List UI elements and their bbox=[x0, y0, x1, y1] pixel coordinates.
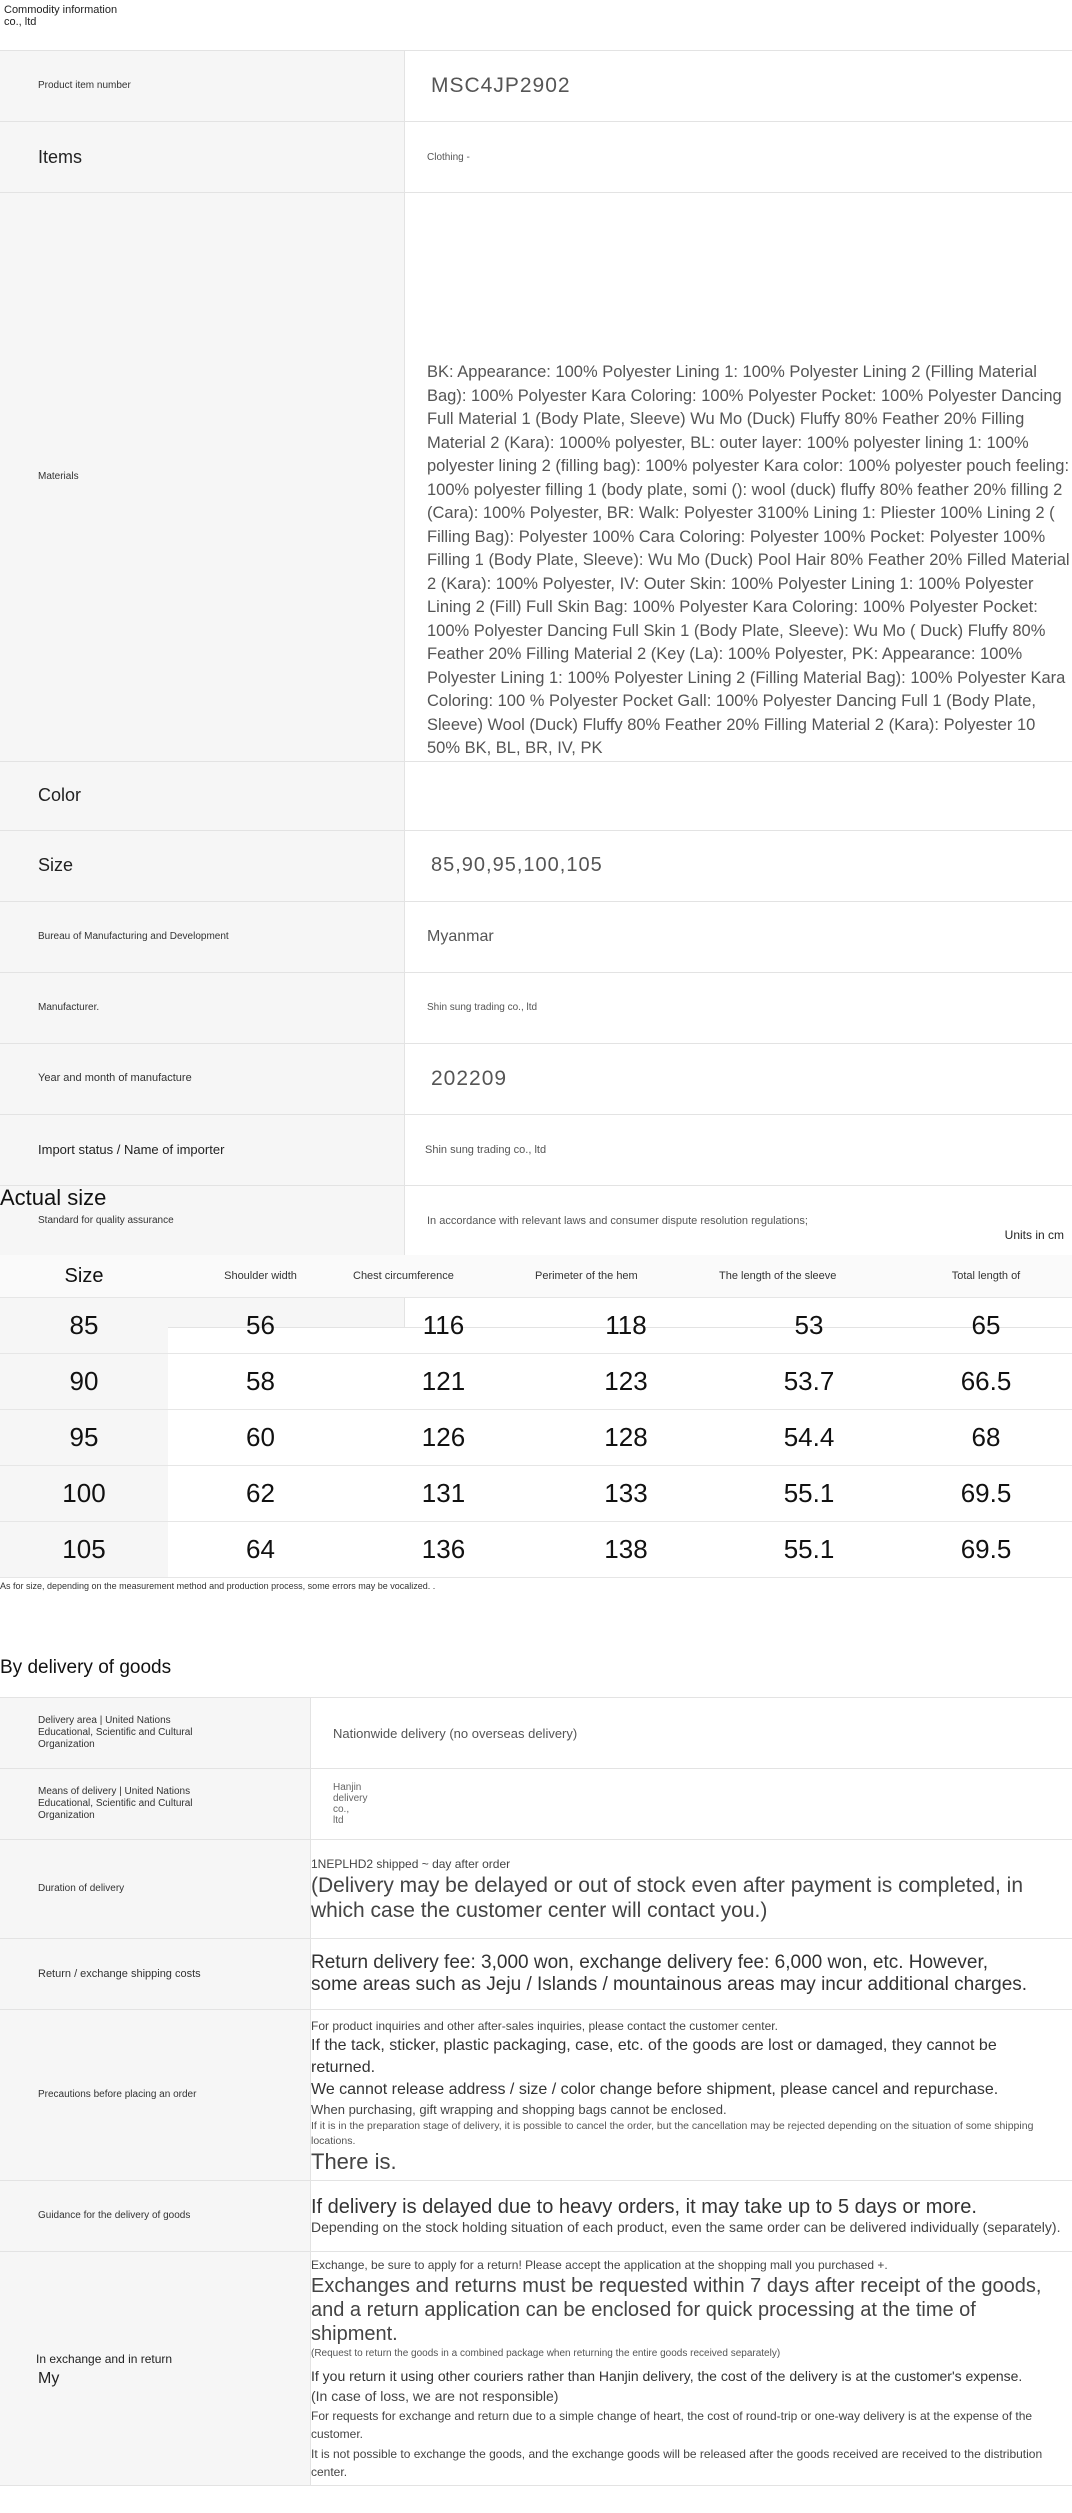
info-row-items bbox=[0, 122, 1072, 193]
info-label: Import status / Name of importer bbox=[0, 1114, 405, 1185]
info-label: Year and month of manufacture bbox=[0, 1043, 405, 1114]
measurement-cell: 126 bbox=[353, 1410, 534, 1466]
delivery-label: Delivery area | United Nations Educational, Scientific and Cultural Organization bbox=[0, 1698, 311, 1769]
product-info-table bbox=[0, 50, 1072, 1328]
info-label: Materials bbox=[0, 193, 405, 762]
measurement-cell: 69.5 bbox=[900, 1466, 1072, 1522]
delivery-table bbox=[0, 1697, 1072, 2486]
precaution-line: If it is in the preparation stage of delivery, it is possible to cancel the order, but the cancellation may be rejected depending on the situation of some shipping locations. bbox=[311, 2119, 1034, 2147]
info-value: 85,90,95,100,105 bbox=[405, 830, 1072, 901]
size-note: As for size, depending on the measurement method and production process, some errors may be vocalized. . bbox=[0, 1581, 436, 1591]
measurement-cell: 118 bbox=[534, 1298, 718, 1354]
delivery-row-return-cost bbox=[0, 1939, 1072, 2010]
measurement-cell: 116 bbox=[353, 1298, 534, 1354]
info-value: MSC4JP2902 bbox=[405, 51, 1072, 122]
delivery-row-means bbox=[0, 1769, 1072, 1840]
precaution-line: If the tack, sticker, plastic packaging, case, etc. of the goods are lost or damaged, they cannot be returned. bbox=[311, 2036, 997, 2076]
delivery-row-precautions bbox=[0, 2010, 1072, 2181]
delivery-value bbox=[311, 2181, 1072, 2252]
info-value: 202209 bbox=[405, 1043, 1072, 1114]
exchange-line: If you return it using other couriers rather than Hanjin delivery, the cost of the delivery is at the customer's expense. bbox=[311, 2368, 1023, 2384]
info-value: Shin sung trading co., ltd bbox=[405, 972, 1072, 1043]
precaution-line: We cannot release address / size / color change before shipment, please cancel and repurchase. bbox=[311, 2080, 999, 2098]
measurement-cell: 123 bbox=[534, 1354, 718, 1410]
delivery-row-guidance bbox=[0, 2181, 1072, 2252]
exchange-line: Exchanges and returns must be requested within 7 days after receipt of the goods, and a return application can be enclosed for quick processing at the time of shipment. bbox=[311, 2275, 1042, 2345]
delivery-value bbox=[311, 1939, 1072, 2010]
info-value: Myanmar bbox=[405, 901, 1072, 972]
measurement-cell: 128 bbox=[534, 1410, 718, 1466]
size-header: Chest circumference bbox=[353, 1255, 534, 1298]
measurement-cell: 68 bbox=[900, 1410, 1072, 1466]
measurement-cell: 55.1 bbox=[718, 1522, 900, 1578]
size-row bbox=[0, 1466, 1072, 1522]
delivery-label: Duration of delivery bbox=[0, 1840, 311, 1939]
size-cell: 100 bbox=[0, 1466, 168, 1522]
info-row-quality bbox=[0, 1185, 1072, 1256]
size-table bbox=[0, 1255, 1072, 1578]
measurement-cell: 64 bbox=[168, 1522, 353, 1578]
info-label: Bureau of Manufacturing and Development bbox=[0, 901, 405, 972]
guidance-line: Depending on the stock holding situation of each product, even the same order can be delivered individually (separately). bbox=[311, 2219, 1061, 2235]
delivery-row-duration bbox=[0, 1840, 1072, 1939]
size-header: The length of the sleeve bbox=[718, 1255, 900, 1298]
exchange-label: In exchange and in return bbox=[36, 2351, 173, 2366]
measurement-cell: 54.4 bbox=[718, 1410, 900, 1466]
info-value: Shin sung trading co., ltd bbox=[405, 1114, 1072, 1185]
info-row-materials bbox=[0, 193, 1072, 762]
exchange-line: (Request to return the goods in a combined package when returning the entire goods received separately) bbox=[311, 2348, 781, 2359]
delivery-value bbox=[311, 2252, 1072, 2486]
info-row-bureau bbox=[0, 901, 1072, 972]
exchange-line: (In case of loss, we are not responsible) bbox=[311, 2388, 559, 2404]
delivery-label: Return / exchange shipping costs bbox=[0, 1939, 311, 2010]
measurement-cell: 65 bbox=[900, 1298, 1072, 1354]
precaution-line: For product inquiries and other after-sales inquiries, please contact the customer center. bbox=[311, 2018, 778, 2033]
delivery-title: By delivery of goods bbox=[0, 1657, 172, 1678]
measurement-cell: 69.5 bbox=[900, 1522, 1072, 1578]
duration-line: 1NEPLHD2 shipped ~ day after order bbox=[311, 1857, 511, 1871]
measurement-cell: 55.1 bbox=[718, 1466, 900, 1522]
measurement-cell: 121 bbox=[353, 1354, 534, 1410]
precaution-line: There is. bbox=[311, 2148, 397, 2174]
info-label: Color bbox=[0, 761, 405, 830]
guidance-line: If delivery is delayed due to heavy orders, it may take up to 5 days or more. bbox=[311, 2196, 977, 2218]
measurement-cell: 138 bbox=[534, 1522, 718, 1578]
delivery-label: Guidance for the delivery of goods bbox=[0, 2181, 311, 2252]
delivery-value: Hanjin delivery co., ltd bbox=[311, 1769, 1072, 1840]
info-label: Product item number bbox=[0, 51, 405, 122]
size-row bbox=[0, 1522, 1072, 1578]
size-row bbox=[0, 1298, 1072, 1354]
delivery-value bbox=[311, 1840, 1072, 1939]
return-cost-line: Return delivery fee: 3,000 won, exchange delivery fee: 6,000 won, etc. However, bbox=[311, 1952, 989, 1973]
measurement-cell: 53 bbox=[718, 1298, 900, 1354]
size-cell: 95 bbox=[0, 1410, 168, 1466]
info-label: Standard for quality assurance bbox=[0, 1185, 405, 1256]
size-cell: 90 bbox=[0, 1354, 168, 1410]
exchange-label-2: My bbox=[38, 2369, 60, 2387]
info-row-color bbox=[0, 761, 1072, 830]
measurement-cell: 133 bbox=[534, 1466, 718, 1522]
precaution-line: When purchasing, gift wrapping and shopping bags cannot be enclosed. bbox=[311, 2101, 727, 2117]
info-row-year-month bbox=[0, 1043, 1072, 1114]
size-header: Total length of bbox=[900, 1255, 1072, 1298]
measurement-cell: 136 bbox=[353, 1522, 534, 1578]
measurement-cell: 53.7 bbox=[718, 1354, 900, 1410]
info-row-manufacturer bbox=[0, 972, 1072, 1043]
info-label: Manufacturer. bbox=[0, 972, 405, 1043]
return-cost-line: some areas such as Jeju / Islands / mountainous areas may incur additional charges. bbox=[311, 1974, 1028, 1995]
delivery-value: Nationwide delivery (no overseas delivery) bbox=[311, 1698, 1072, 1769]
size-table-body bbox=[0, 1298, 1072, 1578]
info-label: Items bbox=[0, 122, 405, 193]
measurement-cell: 66.5 bbox=[900, 1354, 1072, 1410]
size-cell: 105 bbox=[0, 1522, 168, 1578]
exchange-line: For requests for exchange and return due to a simple change of heart, the cost of round-trip or one-way delivery is at the expense of the customer. bbox=[311, 2409, 1033, 2441]
info-value: BK: Appearance: 100% Polyester Lining 1: 100% Polyester Lining 2 (Filling Material Bag): 100% Polyester Kara Coloring: 100% Polyester Pocket: 100% Polyester Dancing Full Material 1 (Body Plate, Sleeve) Wu Mo (Duck) Fluffy 80% Feather 20% Filling Material 2 (Kara): 1000% polyester, BL: outer layer: 100% polyester lining 1: 100% polyester lining 2 (filling bag): 100% polyester Kara color: 100% polyester pouch feeling: 100% polyester filling 1 (body plate, somi (): wool (duck) fluffy 80% feather 20% filling 2 (Cara): 100% Polyester, BR: Walk: Polyester 3100% Lining 1: Pliester 100% Lining 2 ( Filling Bag): Polyester 100% Cara Coloring: Polyester 100% Pocket: Polyester 100% Filling 1 (Body Plate, Sleeve): Wu Mo (Duck) Pool Hair 80% Feather 20% Filled Material 2 (Kara): 100% Polyester, IV: Outer Skin: 100% Polyester Lining 1: 100% Polyester Lining 2 (Fill) Full Skin Bag: 100% Polyester Kara Coloring: 100% Polyester Pocket: 100% Polyester Dancing Full Skin 1 (Body Plate, Sleeve): Wu Mo ( Duck) Fluffy 80% Feather 20% Filling Material 2 (Key (La): 100% Polyester, PK: Appearance: 100% Polyester Lining 1: 100% Polyester Lining 2 (Filling Material Bag): 100% Polyester Kara Coloring: 100 % Polyester Pocket Gall: 100% Polyester Dancing Full 1 (Body Plate, Sleeve) Wool (Duck) Fluffy 80% Feather 20% Filling Material 2 (Kara): Polyester 10 50% BK, BL, BR, IV, PK bbox=[405, 193, 1072, 762]
company-title: Commodity information co., ltd bbox=[4, 4, 118, 28]
units-label: Units in cm bbox=[1004, 1228, 1064, 1242]
info-value: Clothing - bbox=[405, 122, 1072, 193]
info-value: In accordance with relevant laws and consumer dispute resolution regulations; bbox=[405, 1185, 1072, 1256]
exchange-line: It is not possible to exchange the goods, and the exchange goods will be released after the goods received are received to the distribution center. bbox=[311, 2447, 1043, 2479]
delivery-label: Means of delivery | United Nations Educational, Scientific and Cultural Organization bbox=[0, 1769, 311, 1840]
delivery-row-area bbox=[0, 1698, 1072, 1769]
delivery-value bbox=[311, 2010, 1072, 2181]
size-header: Size bbox=[0, 1255, 168, 1298]
measurement-cell: 56 bbox=[168, 1298, 353, 1354]
size-table-header bbox=[0, 1255, 1072, 1298]
size-cell: 85 bbox=[0, 1298, 168, 1354]
delivery-row-exchange bbox=[0, 2252, 1072, 2486]
duration-line: (Delivery may be delayed or out of stock even after payment is completed, in which case the customer center will contact you.) bbox=[311, 1874, 1024, 1922]
size-row bbox=[0, 1354, 1072, 1410]
measurement-cell: 62 bbox=[168, 1466, 353, 1522]
measurement-cell: 58 bbox=[168, 1354, 353, 1410]
size-row bbox=[0, 1410, 1072, 1466]
measurement-cell: 60 bbox=[168, 1410, 353, 1466]
info-row-importer bbox=[0, 1114, 1072, 1185]
info-label: Size bbox=[0, 830, 405, 901]
measurement-cell: 131 bbox=[353, 1466, 534, 1522]
delivery-label: Precautions before placing an order bbox=[0, 2010, 311, 2181]
info-row-item-number bbox=[0, 51, 1072, 122]
info-row-size bbox=[0, 830, 1072, 901]
info-value bbox=[405, 761, 1072, 830]
size-header: Shoulder width bbox=[168, 1255, 353, 1298]
delivery-label bbox=[0, 2252, 311, 2486]
exchange-line: Exchange, be sure to apply for a return! Please accept the application at the shopping mall you purchased +. bbox=[311, 2258, 888, 2272]
size-header: Perimeter of the hem bbox=[534, 1255, 718, 1298]
actual-size-title: Actual size bbox=[0, 1185, 107, 1210]
